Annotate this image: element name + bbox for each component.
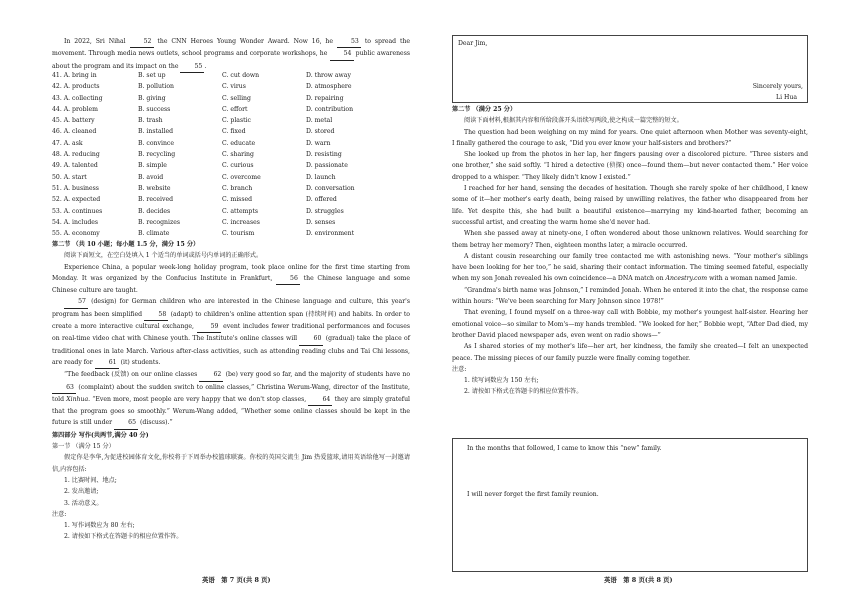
story-paragraph-1: The question had been weighing on my mind for years. One quiet afternoon when Mother was seventy-eight, I finally gathered the courage to ask, “Did you ever know your half-sisters and brothers?”	[452, 128, 808, 147]
part4-heading: 第四部分 写作(共两节,满分 40 分)	[52, 431, 149, 439]
option-cell[interactable]: B. website	[138, 184, 171, 192]
option-cell[interactable]: 46. A. cleaned	[52, 128, 97, 136]
option-row	[52, 228, 410, 239]
option-cell[interactable]: B. installed	[138, 128, 174, 136]
story-paragraph-8: As I shared stories of my mother's life—her art, her kindness, the family she created—I felt an unexpected peace. The missing pieces of our family puzzle were finally coming together.	[452, 343, 808, 362]
blank-64[interactable]: 64	[308, 394, 332, 406]
option-cell[interactable]: 52. A. expected	[52, 196, 101, 204]
text: . “Even more, most people are very happy that we don't stop classes,	[88, 395, 307, 403]
option-cell[interactable]: D. offered	[306, 196, 337, 204]
option-cell[interactable]: B. trash	[138, 117, 163, 125]
note-right-1: 1. 续写词数应为 150 左右;	[464, 377, 539, 385]
option-cell[interactable]: D. atmosphere	[306, 83, 352, 91]
note-label: 注意:	[52, 510, 67, 518]
option-cell[interactable]: C. plastic	[222, 117, 251, 125]
option-cell[interactable]: 51. A. business	[52, 184, 99, 192]
option-cell[interactable]: C. selling	[222, 94, 251, 102]
option-cell[interactable]: C. missed	[222, 196, 253, 204]
text: public awareness about the program and its impact on the	[52, 50, 410, 70]
option-cell[interactable]: 43. A. collecting	[52, 94, 103, 102]
option-cell[interactable]: D. passionate	[306, 162, 348, 170]
blank-57[interactable]: 57	[64, 296, 88, 308]
text: Experience China, a popular week-long holiday program, took place online for the first time starting from Monday. It was organized by the Confucius Institute in Frankfurt,	[52, 263, 410, 282]
option-cell[interactable]: D. launch	[306, 173, 336, 181]
page-footer-left: 英语 第 7 页(共 8 页)	[202, 576, 271, 584]
option-cell[interactable]: 49. A. talented	[52, 162, 98, 170]
option-cell[interactable]: D. warn	[306, 139, 331, 147]
option-cell[interactable]: B. climate	[138, 230, 170, 238]
text-italic: Ancestry.com	[665, 275, 708, 283]
story-paragraph-6: “Grandma's birth name was Johnson,” I reminded Jonah. When he entered it into the chat, the response came within hours: “We've been searching for Mary Johnson since 1978!”	[452, 286, 808, 306]
story-paragraph-3: I reached for her hand, sensing the decades of hesitation. Though she rarely spoke of her childhood, I knew some of it—her mother's early death, being raised by unwilling relatives, the father who disappeared from her life. Yet despite this, she had built a beautiful existence—marrying my kind-hearted father, becoming an successful artist, and creating the warm home she'd never had.	[452, 185, 808, 226]
option-cell[interactable]: C. effort	[222, 105, 248, 113]
option-cell[interactable]: D. metal	[306, 117, 333, 125]
section2-instruction: 阅读下面短文，在空白处填入 1 个适当的单词或括号内单词的正确形式。	[64, 252, 263, 260]
passage-paragraph-2	[52, 296, 410, 369]
option-cell[interactable]: C. branch	[222, 184, 253, 192]
box-opening-line-2: I will never forget the first family reunion.	[467, 491, 599, 498]
blank-65[interactable]: 65	[114, 417, 138, 429]
task-item-2: 2. 发出邀请;	[64, 488, 99, 496]
story-paragraph-7: That evening, I found myself on a three-way call with Bobbie, my mother's youngest half-sister. Hearing her emotional voice—so similar to Mom's—my hands trembled. “We looked for her,” Bobbie wept, “After Dad died, my brother David placed newspaper ads, even went on radio shows—”	[452, 309, 808, 339]
option-row	[52, 206, 410, 217]
letter-signature: Li Hua	[776, 94, 797, 101]
continuation-section	[452, 104, 808, 398]
option-cell[interactable]: 54. A. includes	[52, 218, 99, 226]
passage-paragraph-1	[52, 262, 410, 297]
note-2: 2. 请按如下格式在答题卡的相应位置作答。	[64, 533, 183, 541]
text: with a woman named Jamie.	[709, 275, 798, 283]
option-cell[interactable]: D. struggles	[306, 207, 344, 215]
blank-58[interactable]: 58	[144, 309, 168, 321]
option-cell[interactable]: 45. A. battery	[52, 117, 95, 125]
option-cell[interactable]: D. stored	[306, 128, 335, 136]
option-cell[interactable]: C. educate	[222, 139, 256, 147]
option-cell[interactable]: C. curious	[222, 162, 254, 170]
text: they are simply grateful that the program goes so smoothly.” Werum-Wang added, “Whether some online classes should be kept in the future is still under	[52, 395, 410, 427]
blank-53[interactable]: 53	[337, 36, 361, 48]
option-cell[interactable]: B. set up	[138, 72, 166, 79]
writing-task-1: 假定你是李华,为促进校园体育文化,你校将于下周举办校篮球联赛。你校的英国交流生 Jim 热爱篮球,请用英语给他写一封邀请信,内容包括:	[52, 454, 410, 473]
option-cell[interactable]: C. overcome	[222, 173, 261, 181]
text: (adapt) to children's online attention span (持续时间) and habits. In order to create a more interactive cultural exchange,	[52, 310, 411, 331]
text: (discuss).”	[140, 419, 173, 427]
option-row	[52, 138, 410, 149]
options-body	[52, 70, 410, 239]
option-cell[interactable]: C. tourism	[222, 230, 255, 238]
section2-heading: 第二节 （共 10 小题；每小题 1.5 分，满分 15 分）	[52, 241, 200, 248]
option-cell[interactable]: D. repairing	[306, 94, 344, 102]
text: A distant cousin researching our family tree contacted me with astonishing news. “Your mother's siblings have been looking for her too,” he said, sharing their contact information. The timing seemed fateful, especially when my son Jonah revealed his own coincidence—a DNA match on	[452, 252, 808, 283]
text: In 2022, Sri Nihal	[64, 38, 126, 45]
option-cell[interactable]: 44. A. problem	[52, 105, 98, 113]
blank-54[interactable]: 54	[330, 48, 354, 60]
option-cell[interactable]: 42. A. products	[52, 83, 100, 91]
text: (design) for German children who are interested in the Chinese language and culture, this year's program has been simplified	[52, 298, 410, 318]
option-row	[52, 104, 410, 115]
option-cell[interactable]: D. environment	[306, 230, 355, 238]
text: (gradual) take the place of traditional ones in late March. Various after-class activities, such as attending reading clubs and Tai Chi lessons, are ready for	[52, 335, 411, 366]
option-cell[interactable]: B. decides	[138, 207, 171, 215]
option-cell[interactable]: C. attempts	[222, 207, 258, 215]
task-item-3: 3. 活动意义。	[64, 499, 103, 507]
option-cell[interactable]: D. senses	[306, 218, 336, 226]
option-cell[interactable]: 41. A. bring in	[52, 72, 97, 79]
option-cell[interactable]: D. throw away	[306, 72, 351, 79]
text: (be) very good so far, and the majority of students have no	[225, 371, 411, 379]
blank-61[interactable]: 61	[95, 357, 119, 369]
box-opening-line-1: In the months that followed, I came to know this “new” family.	[467, 445, 662, 452]
option-cell[interactable]: D. conversation	[306, 184, 355, 192]
option-row	[52, 172, 410, 183]
option-row	[52, 81, 410, 92]
option-row	[52, 93, 410, 104]
option-cell[interactable]: B. giving	[138, 94, 166, 102]
option-cell[interactable]: 55. A. economy	[52, 230, 100, 238]
text: (it) students.	[120, 358, 161, 366]
note-right-2: 2. 请按如下格式在答题卡的相应位置作答。	[464, 388, 583, 396]
option-cell[interactable]: B. recognizes	[138, 218, 180, 226]
option-cell[interactable]: C. cut down	[222, 72, 260, 79]
story-paragraph-5	[452, 251, 808, 285]
option-row	[52, 160, 410, 171]
text: (complaint) about the sudden switch to online classes,” Christina Werum-Wang, director of the Institute, told	[52, 383, 411, 403]
option-cell[interactable]: D. resisting	[306, 151, 342, 159]
option-row	[52, 126, 410, 137]
blank-52[interactable]: 52	[130, 36, 154, 48]
option-cell[interactable]: B. convince	[138, 139, 174, 147]
blank-60[interactable]: 60	[299, 333, 323, 345]
option-cell[interactable]: B. avoid	[138, 173, 164, 181]
letter-greeting: Dear Jim,	[458, 40, 488, 47]
option-cell[interactable]: 53. A. continues	[52, 207, 103, 215]
blank-63[interactable]: 63	[52, 382, 76, 394]
letter-closing: Sincerely yours,	[752, 83, 803, 90]
option-cell[interactable]: B. recycling	[138, 151, 176, 159]
option-cell[interactable]: B. simple	[138, 162, 167, 170]
options-table-wrap	[52, 70, 410, 239]
option-row	[52, 217, 410, 228]
option-cell[interactable]: C. fixed	[222, 128, 246, 136]
text: “The feedback (反馈) on our online classes	[64, 371, 198, 379]
task-item-1: 1. 比赛时间、地点;	[64, 476, 117, 484]
option-cell[interactable]: C. sharing	[222, 151, 254, 159]
text-italic: Xinhua	[66, 395, 89, 403]
option-cell[interactable]: B. pollution	[138, 83, 175, 91]
text: .	[204, 62, 207, 70]
option-row	[52, 149, 410, 160]
story-paragraph-4: When she passed away at ninety-one, I often wondered about those unknown relatives. Would searching for them betray her memory? Then, eighteen months later, a miracle occurred.	[452, 230, 808, 249]
option-cell[interactable]: 47. A. ask	[52, 139, 83, 147]
note-1: 1. 写作词数应为 80 左右;	[64, 522, 135, 530]
passage-paragraph	[52, 36, 410, 73]
options-table	[52, 70, 410, 239]
passage-paragraph-3	[52, 369, 410, 429]
continuation-instruction: 阅读下面材料,根据其内容和所给段落开头语续写两段,使之构成一篇完整的短文。	[464, 117, 683, 125]
continuation-answer-box	[452, 438, 808, 572]
passage-end	[52, 36, 410, 73]
text: the Chinese language and some Chinese culture are taught.	[52, 274, 410, 295]
option-cell[interactable]: D. contribution	[306, 105, 354, 113]
option-row	[52, 194, 410, 205]
blank-55[interactable]: 55	[180, 61, 204, 73]
story-paragraph-2: She looked up from the photos in her lap, her fingers pausing over a discolored picture. “Three sisters and one brother,” she said softly. “I hired a detective (侦探) once—found them—but never contacted them.” Her voice dropped to a whisper. “They likely didn't know I existed.”	[452, 151, 808, 181]
text: to spread the movement. Through media news outlets, school programs and corporate workshops, he	[52, 38, 411, 58]
blank-62[interactable]: 62	[199, 369, 223, 381]
option-cell[interactable]: B. success	[138, 105, 171, 113]
option-row	[52, 70, 410, 81]
text: the CNN Heroes Young Wonder Award. Now 16, he	[157, 38, 334, 45]
section2-heading-right: 第二节 （满分 25 分）	[452, 106, 517, 113]
part4-section1-heading: 第一节 （满分 15 分）	[52, 443, 115, 451]
option-cell[interactable]: C. virus	[222, 83, 246, 91]
page-footer-right: 英语 第 8 页(共 8 页)	[604, 576, 673, 584]
option-cell[interactable]: 50. A. start	[52, 173, 87, 181]
note-label-right: 注意:	[452, 365, 467, 373]
blank-56[interactable]: 56	[276, 273, 300, 285]
left-page	[52, 0, 410, 593]
option-cell[interactable]: 48. A. reducing	[52, 151, 100, 159]
option-cell[interactable]: B. received	[138, 196, 174, 204]
section2	[52, 239, 410, 543]
option-cell[interactable]: C. increases	[222, 218, 260, 226]
text: event includes fewer traditional performances and focuses on real-time video chat with Chinese youth. The Institute's online classes will	[52, 323, 410, 343]
option-row	[52, 115, 410, 126]
option-row	[52, 183, 410, 194]
blank-59[interactable]: 59	[197, 321, 221, 333]
